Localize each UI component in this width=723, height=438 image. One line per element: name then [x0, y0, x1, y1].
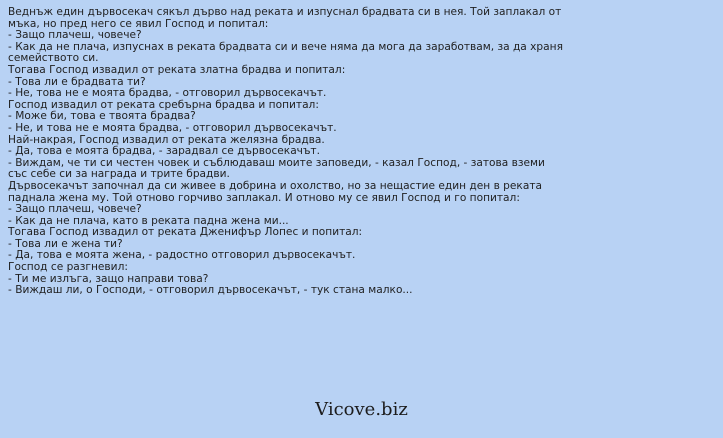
joke-line: - Не, и това не е моята брадва, - отговорил дървосекачът. [8, 121, 337, 134]
joke-line: - Не, това не е моята брадва, - отговорил дървосекачът. [8, 87, 327, 100]
joke-line: - Как да не плача, като в реката падна жена ми... [8, 214, 289, 227]
joke-line: - Да, това е моята брадва, - зарадвал се дървосекачът. [8, 145, 320, 158]
joke-line: мъка, но пред него се явил Господ и попитал: [8, 17, 269, 30]
joke-line: Господ се разгневил: [8, 261, 128, 274]
joke-line: паднала жена му. Той отново горчиво заплакал. И отново му се явил Господ и го попитал: [8, 191, 520, 204]
joke-line: Тогава Господ извадил от реката Дженифър Лопес и попитал: [8, 226, 363, 239]
joke-line: - Защо плачеш, човече? [8, 29, 142, 42]
joke-line: Най-накрая, Господ извадил от реката желязна брадва. [8, 133, 325, 146]
joke-line: - Това ли е брадвата ти? [8, 75, 146, 88]
site-name: Vicove.biz [315, 399, 408, 420]
joke-text [8, 7, 578, 297]
joke-line: - Това ли е жена ти? [8, 237, 123, 250]
joke-line: със себе си за награда и трите брадви. [8, 168, 230, 181]
joke-line: семейството си. [8, 52, 99, 65]
joke-line: - Да, това е моята жена, - радостно отговорил дървосекачът. [8, 249, 356, 262]
joke-line: Дървосекачът започнал да си живее в добрина и охолство, но за нещастие един ден в реката [8, 179, 542, 192]
joke-line: - Виждам, че ти си честен човек и съблюдаваш моите заповеди, - казал Господ, - затова вземи [8, 156, 545, 169]
joke-line: Веднъж един дървосекач сякъл дърво над реката и изпуснал брадвата си в нея. Той заплакал от [8, 6, 562, 18]
joke-line: - Може би, това е твоята брадва? [8, 110, 196, 123]
joke-line: Господ извадил от реката сребърна брадва и попитал: [8, 98, 319, 111]
joke-line: Тогава Господ извадил от реката златна брадва и попитал: [8, 63, 346, 76]
joke-line: - Виждаш ли, о Господи, - отговорил дървосекачът, - тук стана малко... [8, 284, 413, 297]
joke-line: - Ти ме излъга, защо направи това? [8, 272, 209, 285]
joke-line: - Как да не плача, изпуснах в реката брадвата си и вече няма да мога да заработвам, за да храня [8, 40, 563, 53]
joke-line: - Защо плачеш, човече? [8, 203, 142, 216]
